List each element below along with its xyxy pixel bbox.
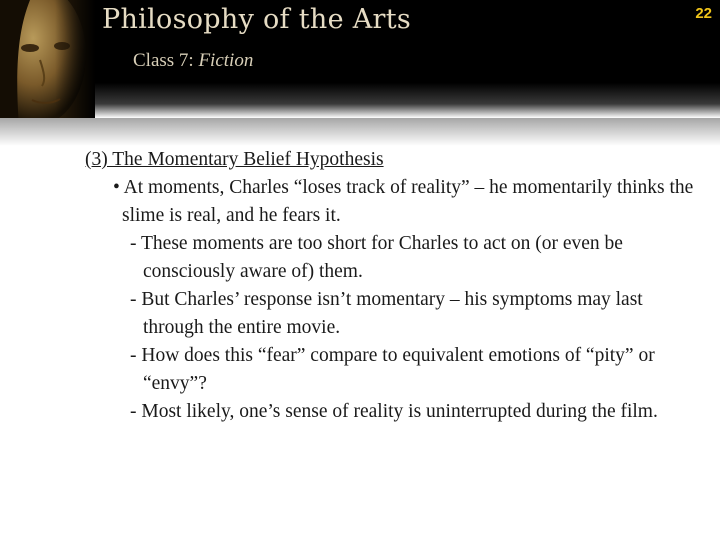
mona-lisa-portrait — [0, 0, 95, 118]
subpoint-4: - Most likely, one’s sense of reality is uninterrupted during the film. — [130, 401, 658, 422]
subpoint-3: - How does this “fear” compare to equivalent emotions of “pity” or “envy”? — [130, 345, 655, 394]
course-title: Philosophy of the Arts — [102, 4, 412, 35]
slide-body — [85, 146, 705, 426]
header-fade — [0, 118, 720, 146]
class-topic: Fiction — [198, 50, 254, 71]
subpoint-1: - These moments are too short for Charles to act on (or even be consciously aware of) them. — [130, 233, 623, 282]
section-heading: (3) The Momentary Belief Hypothesis — [85, 149, 384, 170]
class-subtitle — [133, 50, 253, 72]
slide-header — [0, 0, 720, 118]
slide-number: 22 — [695, 5, 712, 22]
main-bullet: • At moments, Charles “loses track of reality” – he momentarily thinks the slime is real, and he fears it. — [113, 177, 694, 226]
class-label: Class 7: — [133, 50, 199, 71]
subpoint-2: - But Charles’ response isn’t momentary – his symptoms may last through the entire movie. — [130, 289, 643, 338]
